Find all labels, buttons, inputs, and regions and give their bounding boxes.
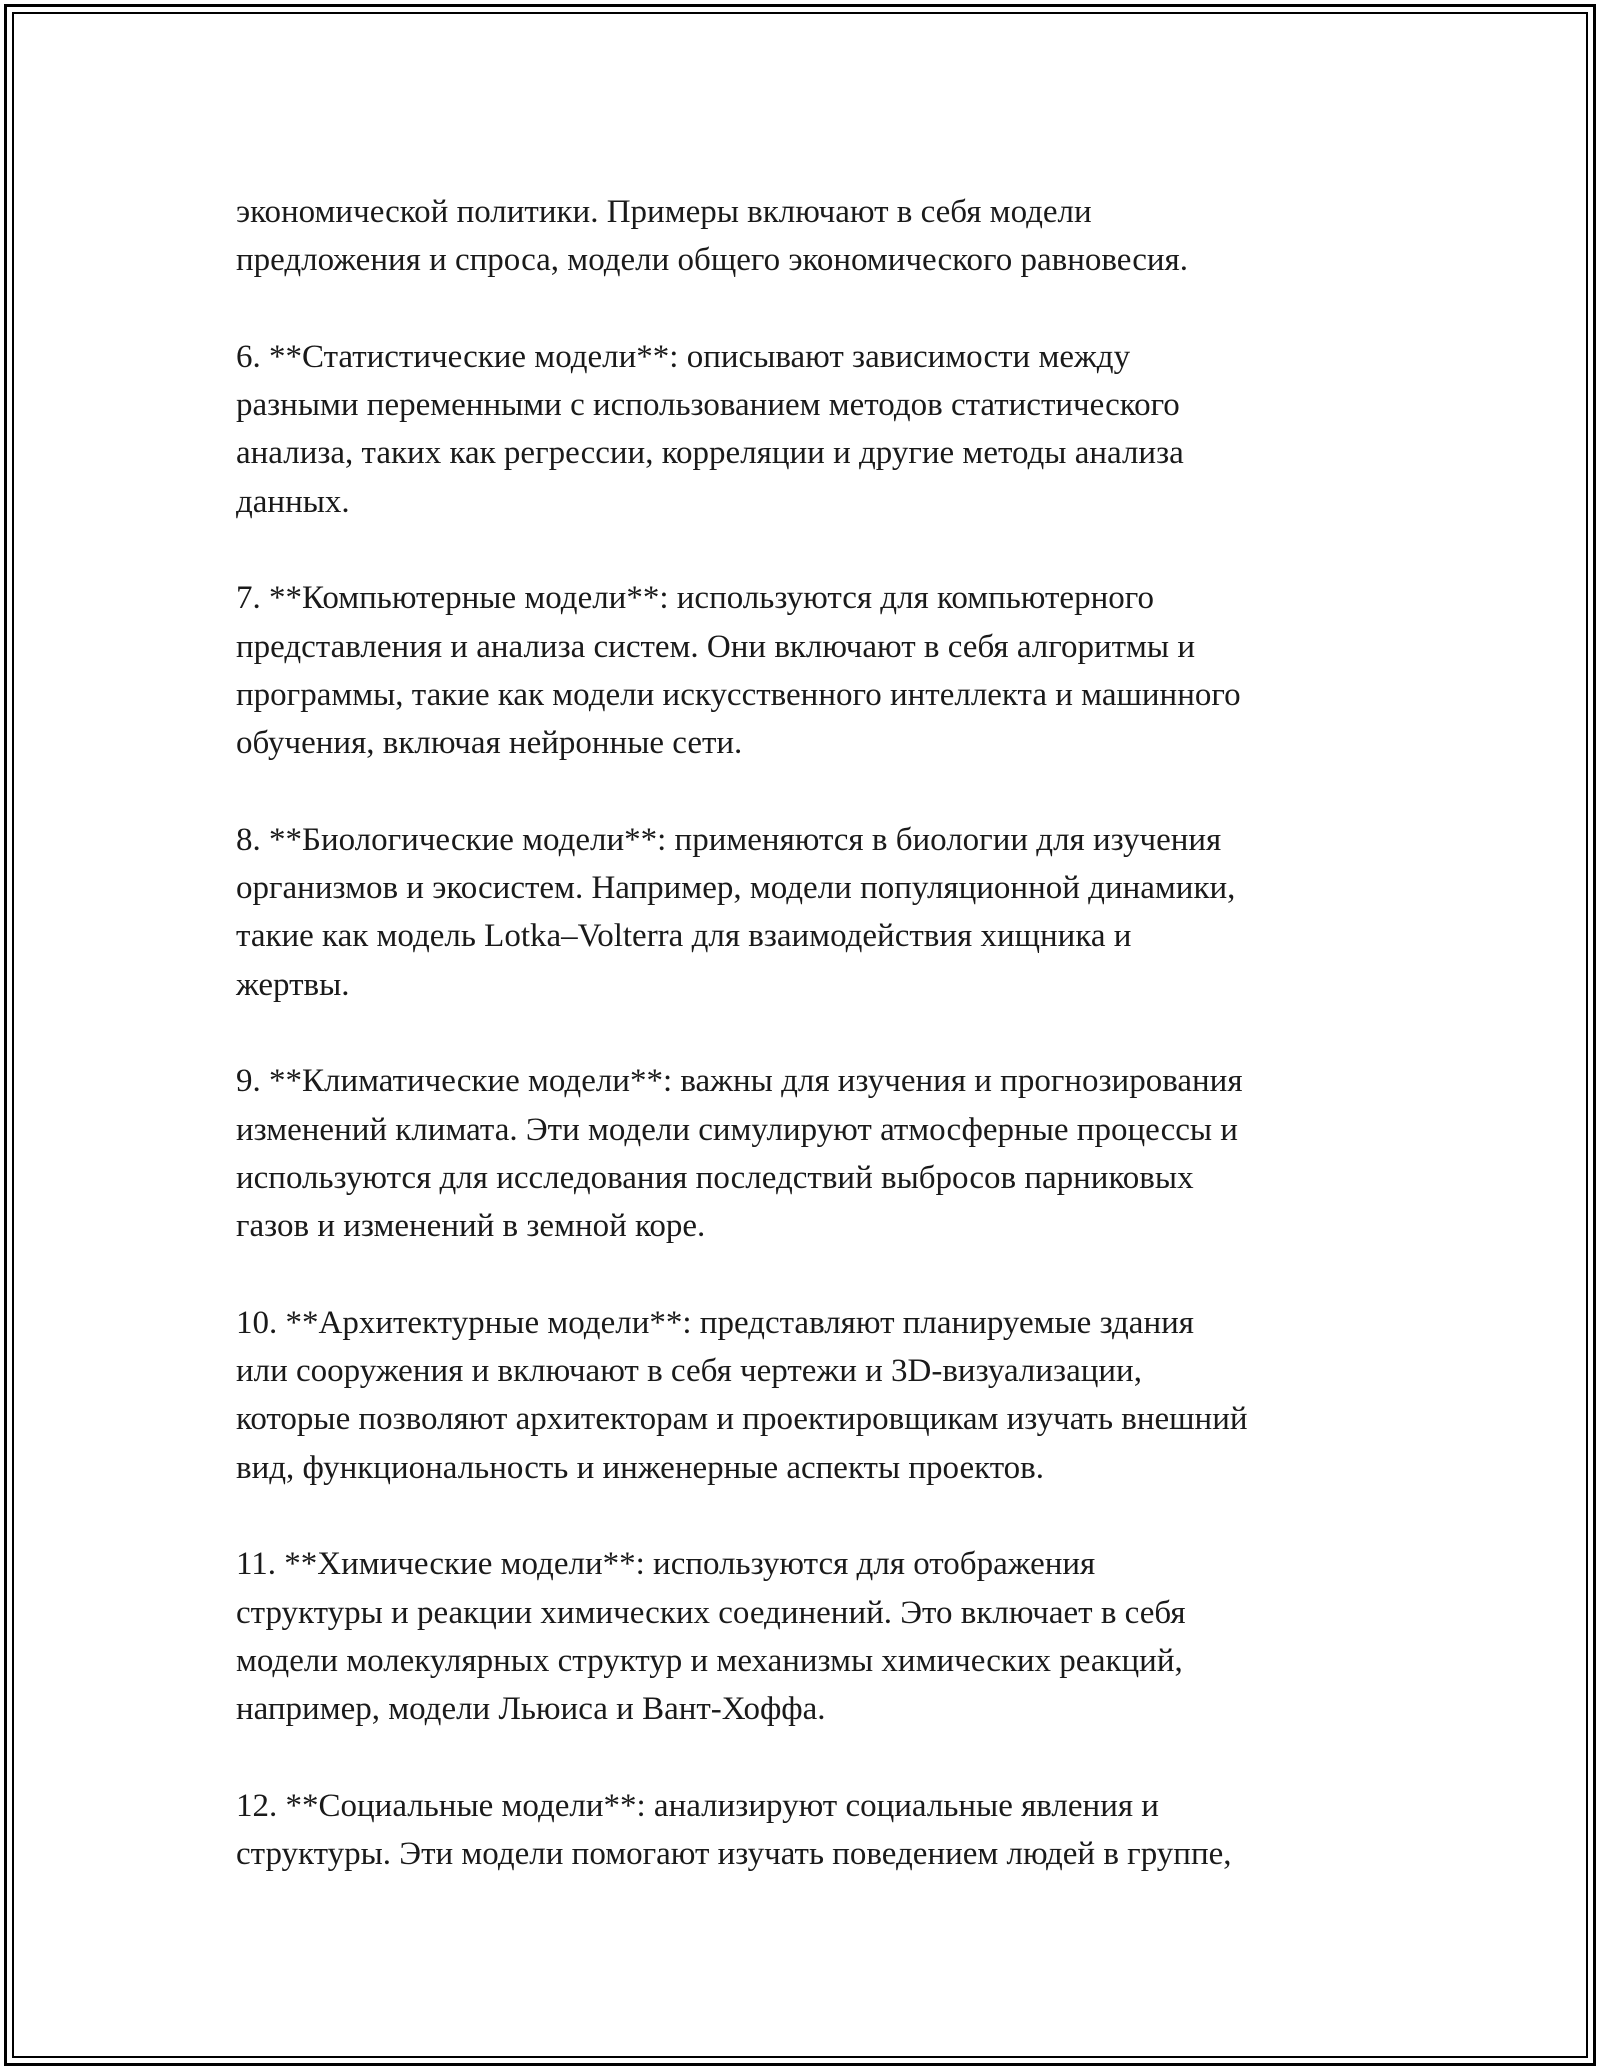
paragraph-p-economic-continued bbox=[236, 188, 1396, 285]
paragraph-p-8-biological bbox=[236, 816, 1396, 1009]
text-line: модели молекулярных структур и механизмы химических реакций, bbox=[236, 1642, 1183, 1679]
text-line: экономической политики. Примеры включают в себя модели bbox=[236, 194, 1092, 230]
text-line: структуры и реакции химических соединений. Это включает в себя bbox=[236, 1594, 1186, 1631]
text-line: 8. **Биологические модели**: применяются в биологии для изучения bbox=[236, 821, 1222, 858]
text-line: данных. bbox=[236, 483, 350, 520]
paragraph-p-7-computer bbox=[236, 574, 1396, 767]
text-line: 7. **Компьютерные модели**: используются для компьютерного bbox=[236, 580, 1154, 617]
text-line: например, модели Льюиса и Вант-Хоффа. bbox=[236, 1691, 826, 1728]
text-line: такие как модель Lotka–Volterra для взаимодействия хищника и bbox=[236, 918, 1132, 955]
text-line: используются для исследования последствий выбросов парниковых bbox=[236, 1159, 1194, 1196]
text-line: газов и изменений в земной коре. bbox=[236, 1208, 706, 1245]
text-line: 11. **Химические модели**: используются для отображения bbox=[236, 1546, 1096, 1583]
text-line: программы, такие как модели искусственного интеллекта и машинного bbox=[236, 676, 1241, 713]
paragraph-p-10-architectural bbox=[236, 1299, 1396, 1492]
document-body bbox=[236, 188, 1396, 1927]
text-line: предложения и спроса, модели общего экономического равновесия. bbox=[236, 242, 1188, 279]
text-line: организмов и экосистем. Например, модели популяционной динамики, bbox=[236, 870, 1236, 907]
paragraph-p-11-chemical bbox=[236, 1540, 1396, 1733]
text-line: 12. **Социальные модели**: анализируют социальные явления и bbox=[236, 1787, 1159, 1824]
text-line: анализа, таких как регрессии, корреляции и другие методы анализа bbox=[236, 435, 1184, 472]
text-line: которые позволяют архитекторам и проектировщикам изучать внешний bbox=[236, 1401, 1248, 1438]
text-line: 6. **Статистические модели**: описывают зависимости между bbox=[236, 338, 1131, 375]
paragraph-p-9-climate bbox=[236, 1057, 1396, 1250]
paragraph-p-6-statistical bbox=[236, 333, 1396, 526]
text-line: 9. **Климатические модели**: важны для изучения и прогнозирования bbox=[236, 1063, 1243, 1100]
text-line: 10. **Архитектурные модели**: представляют планируемые здания bbox=[236, 1304, 1194, 1341]
text-line: представления и анализа систем. Они включают в себя алгоритмы и bbox=[236, 628, 1196, 665]
text-line: жертвы. bbox=[236, 966, 350, 1003]
text-line: разными переменными с использованием методов статистического bbox=[236, 387, 1180, 424]
text-line: изменений климата. Эти модели симулируют атмосферные процессы и bbox=[236, 1111, 1238, 1148]
text-line: вид, функциональность и инженерные аспекты проектов. bbox=[236, 1449, 1045, 1486]
text-line: структуры. Эти модели помогают изучать поведением людей в группе, bbox=[236, 1836, 1232, 1873]
paragraph-p-12-social bbox=[236, 1782, 1396, 1879]
text-line: или сооружения и включают в себя чертежи и 3D-визуализации, bbox=[236, 1353, 1142, 1390]
text-line: обучения, включая нейронные сети. bbox=[236, 725, 743, 762]
